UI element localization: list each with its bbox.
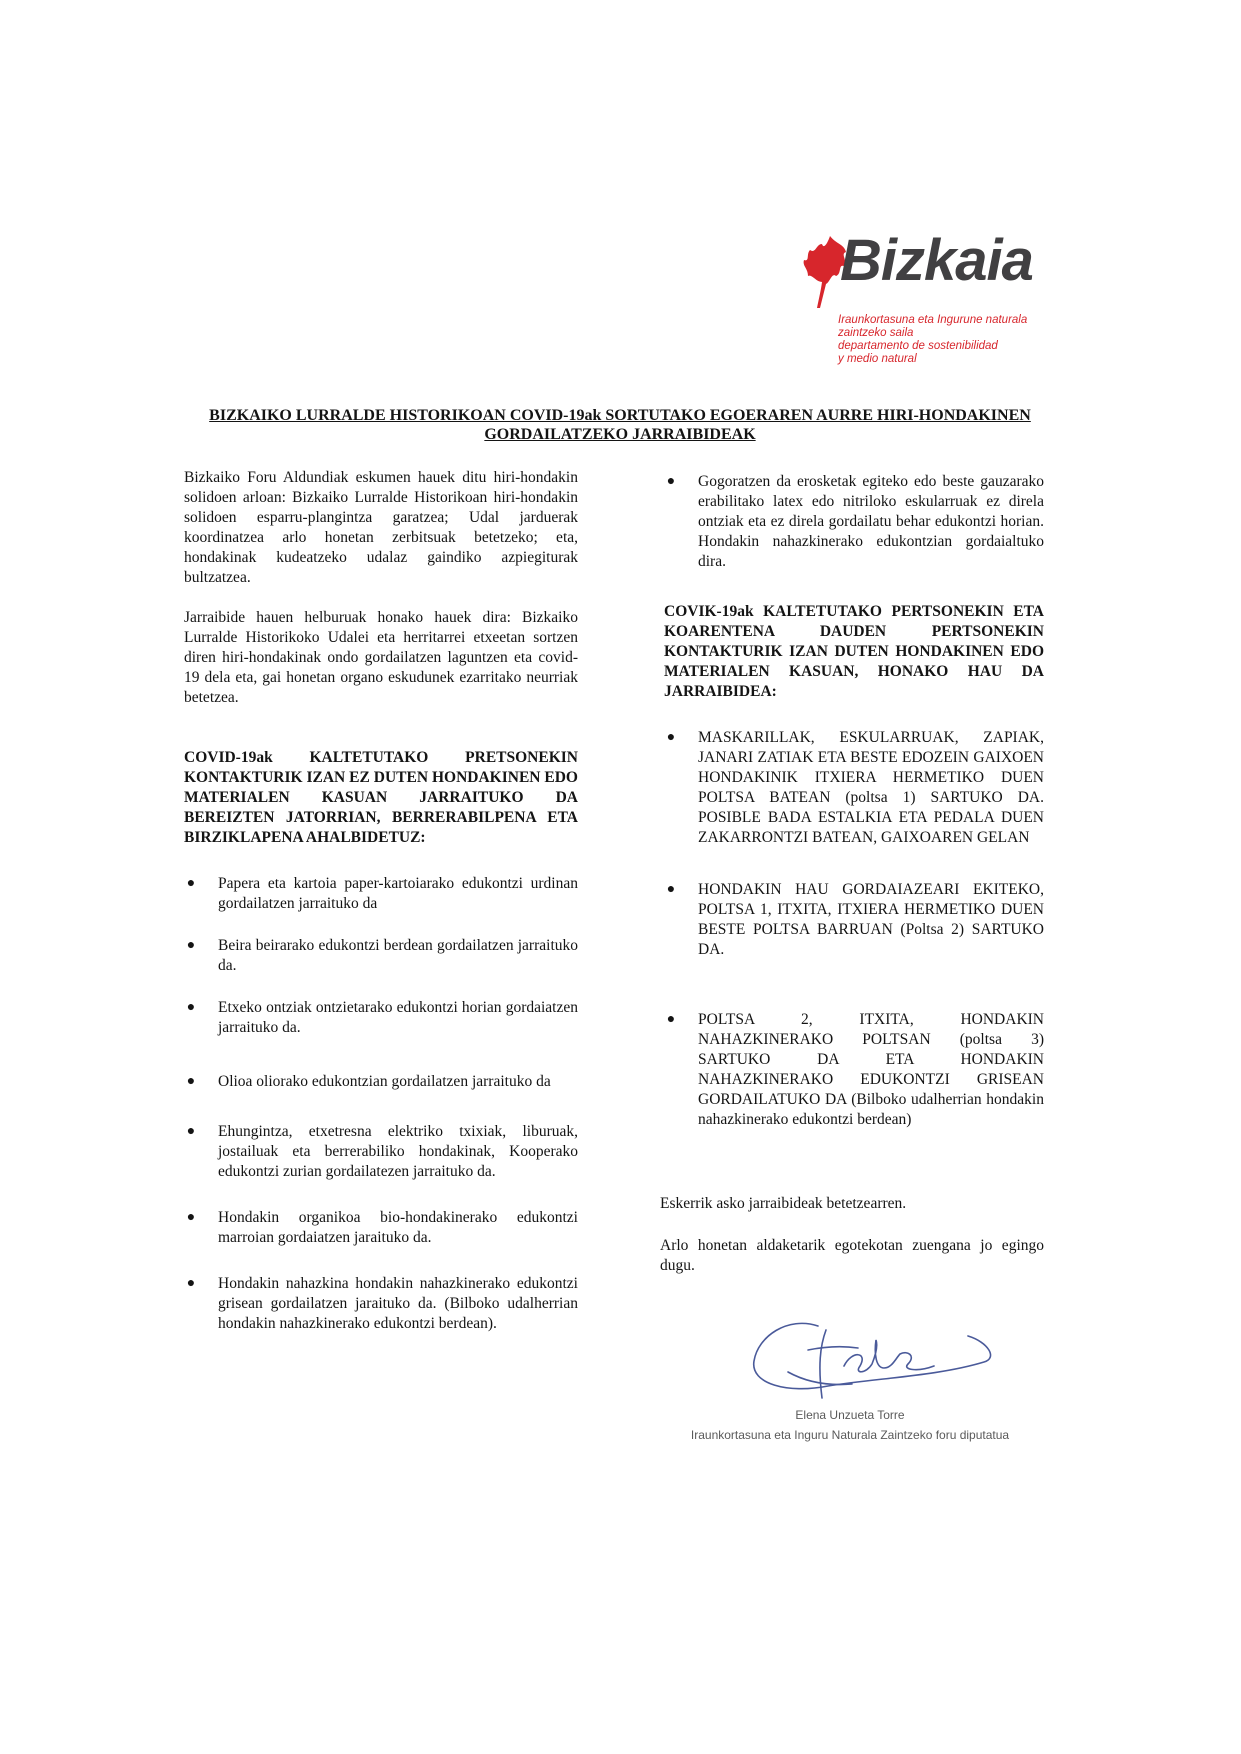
- right-column: [660, 472, 1044, 1276]
- reminder-bullet-list: [664, 472, 1044, 572]
- bullet-icon: ●: [186, 1124, 196, 1139]
- list-item: [184, 998, 578, 1038]
- list-item-text: Hondakin nahazkina hondakin nahazkinerako edukontzi grisean gordailatzen jaraituko da. (Bilboko udalherrian hondakin nahazkinerako edukontzi berdean).: [218, 1275, 578, 1332]
- contact-bullet-list: [664, 728, 1044, 1130]
- logo-subtitle-line: Iraunkortasuna eta Ingurune naturala: [838, 314, 1028, 326]
- bizkaia-logo: [800, 228, 1090, 378]
- thanks-text: Eskerrik asko jarraibideak betetzearren.: [660, 1195, 907, 1212]
- list-item: [664, 728, 1044, 848]
- non-contact-heading: COVID-19ak KALTETUTAKO PRETSONEKIN KONTAKTURIK IZAN EZ DUTEN HONDAKINEN EDO MATERIALEN KASUAN JARRAITUKO DA BEREIZTEN JATORRIAN, BERRERABILPENA ETA BIRZIKLAPENA AHALBIDETUZ:: [184, 749, 578, 846]
- closing-text: Arlo honetan aldaketarik egotekotan zuengana jo egingo dugu.: [660, 1237, 1044, 1274]
- list-item-text: MASKARILLAK, ESKULARRUAK, ZAPIAK, JANARI ZATIAK ETA BESTE EDOZEIN GAIXOEN HONDAKINIK ITXIERA HERMETIKO DUEN POLTSA BATEAN (poltsa 1) SARTUKO DA. POSIBLE BADA ESTALKIA ETA PEDALA DUEN ZAKARRONTZI BATEAN, GAIXOAREN GELAN: [698, 729, 1044, 846]
- objectives-paragraph: Jarraibide hauen helburuak honako hauek dira: Bizkaiko Lurralde Historikoko Udalei eta herritarrei etxeetan sortzen diren hiri-hondakinak ondo gordailatzen laguntzen eta covid-19 dela eta, gai honetan organo eskudunek ezarritako neurriak betetzea.: [184, 609, 578, 706]
- list-item: [184, 1208, 578, 1248]
- bullet-icon: ●: [666, 474, 676, 489]
- logo-subtitle-line: zaintzeko saila: [838, 327, 914, 339]
- left-column: [184, 468, 578, 1334]
- list-item: [184, 936, 578, 976]
- bullet-icon: ●: [186, 1210, 196, 1225]
- list-item-text: Ehungintza, etxetresna elektriko txixiak, liburuak, jostailuak eta berrerabiliko hondakinak, Kooperako edukontzi zurian gordailatezen jarraituko da.: [218, 1123, 578, 1180]
- bullet-icon: ●: [186, 876, 196, 891]
- bullet-icon: ●: [186, 1074, 196, 1089]
- list-item: [664, 880, 1044, 960]
- list-item: [184, 1122, 578, 1182]
- signatory-role: Iraunkortasuna eta Inguru Naturala Zaintzeko foru diputatua: [690, 1428, 1010, 1442]
- bullet-icon: ●: [666, 730, 676, 745]
- list-item-text: Gogoratzen da erosketak egiteko edo beste gauzarako erabilitako latex edo nitriloko eskularruak ez direla ontziak eta ez direla gordailatu behar edukontzi horian. Hondakin nahazkinerako edukontzian gordaialtuko dira.: [698, 473, 1044, 570]
- bullet-icon: ●: [186, 1000, 196, 1015]
- list-item-text: Papera eta kartoia paper-kartoiarako edukontzi urdinan gordailatzen jarraituko da: [218, 875, 578, 912]
- list-item-text: Beira beirarako edukontzi berdean gordailatzen jarraituko da.: [218, 937, 578, 974]
- list-item-text: POLTSA 2, ITXITA, HONDAKIN NAHAZKINERAKO POLTSAN (poltsa 3) SARTUKO DA ETA HONDAKIN NAHAZKINERAKO EDUKONTZI GRISEAN GORDAILATUKO DA (Bilboko udalherrian hondakin nahazkinerako edukontzi berdean): [698, 1011, 1044, 1128]
- logo-wordmark: Bizkaia: [840, 228, 1033, 293]
- list-item: [664, 1010, 1044, 1130]
- list-item: [184, 1072, 578, 1092]
- list-item-text: Etxeko ontziak ontzietarako edukontzi horian gordaiatzen jarraituko da.: [218, 999, 578, 1036]
- bullet-icon: ●: [186, 1276, 196, 1291]
- signatory-name: Elena Unzueta Torre: [795, 1408, 905, 1422]
- logo-subtitle-line: departamento de sostenibilidad: [838, 340, 998, 352]
- bullet-icon: ●: [666, 1012, 676, 1027]
- list-item-text: HONDAKIN HAU GORDAIAZEARI EKITEKO, POLTSA 1, ITXITA, ITXIERA HERMETIKO DUEN BESTE POLTSA BARRUAN (Poltsa 2) SARTUKO DA.: [698, 881, 1044, 958]
- document-title: BIZKAIKO LURRALDE HISTORIKOAN COVID-19ak SORTUTAKO EGOERAREN AURRE HIRI-HONDAKINEN GORDAILATZEKO JARRAIBIDEAK: [209, 407, 1031, 443]
- list-item-text: Hondakin organikoa bio-hondakinerako edukontzi marroian gordaiatzen jaraituko da.: [218, 1209, 578, 1246]
- list-item: [184, 874, 578, 914]
- contact-heading: COVIK-19ak KALTETUTAKO PERTSONEKIN ETA KOARENTENA DAUDEN PERTSONEKIN KONTAKTURIK IZAN DUTEN HONDAKINEN EDO MATERIALEN KASUAN, HONAKO HAU DA JARRAIBIDEA:: [664, 603, 1044, 700]
- logo-subtitle: [838, 314, 1088, 366]
- bullet-icon: ●: [666, 882, 676, 897]
- bullet-icon: ●: [186, 938, 196, 953]
- list-item: [664, 472, 1044, 572]
- list-item: [184, 1274, 578, 1334]
- list-item-text: Olioa oliorako edukontzian gordailatzen jarraituko da: [218, 1073, 551, 1090]
- handwritten-signature: [748, 1306, 998, 1406]
- intro-paragraph: Bizkaiko Foru Aldundiak eskumen hauek ditu hiri-hondakin solidoen arloan: Bizkaiko Lurralde Historikoan hiri-hondakin solidoen esparru-plangintza garatzea; Udal jarduerak koordinatzea arlo honetan zerbitsuak betetzeko; eta, hondakinak kudeatzeko udalaz gaindiko azpiegiturak bultzatzea.: [184, 469, 578, 586]
- non-contact-bullet-list: [184, 874, 578, 1334]
- logo-subtitle-line: y medio natural: [838, 353, 917, 365]
